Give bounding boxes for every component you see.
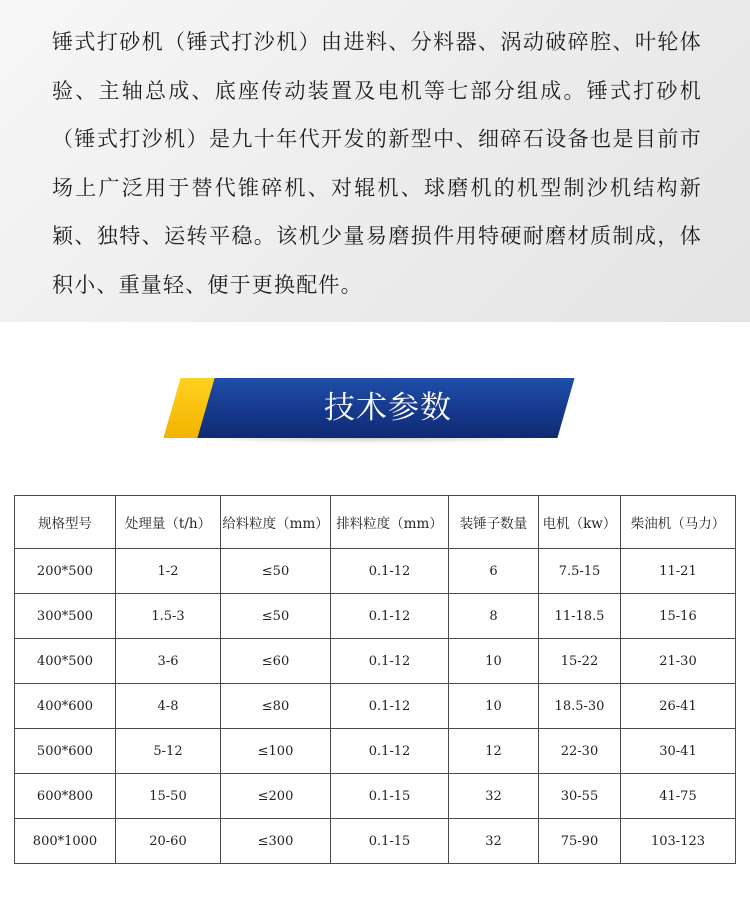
cell-diesel: 15-16: [621, 594, 736, 639]
cell-discharge-size: 0.1-12: [331, 639, 449, 684]
cell-motor: 15-22: [539, 639, 621, 684]
cell-feed-size: ≤100: [221, 729, 331, 774]
cell-discharge-size: 0.1-12: [331, 549, 449, 594]
cell-feed-size: ≤300: [221, 819, 331, 864]
table-header-row: [15, 496, 736, 549]
cell-motor: 75-90: [539, 819, 621, 864]
cell-hammer-count: 8: [449, 594, 539, 639]
section-title: 技术参数: [324, 390, 452, 426]
cell-hammer-count: 12: [449, 729, 539, 774]
spec-table: [14, 495, 736, 864]
cell-hammer-count: 6: [449, 549, 539, 594]
cell-model: 500*600: [15, 729, 116, 774]
header-diesel: 柴油机（马力）: [621, 496, 736, 549]
cell-capacity: 15-50: [116, 774, 221, 819]
header-model: 规格型号: [15, 496, 116, 549]
cell-model: 800*1000: [15, 819, 116, 864]
cell-diesel: 11-21: [621, 549, 736, 594]
cell-motor: 7.5-15: [539, 549, 621, 594]
cell-discharge-size: 0.1-12: [331, 594, 449, 639]
cell-hammer-count: 10: [449, 684, 539, 729]
cell-discharge-size: 0.1-15: [331, 819, 449, 864]
cell-model: 400*500: [15, 639, 116, 684]
cell-diesel: 41-75: [621, 774, 736, 819]
table-row: [15, 549, 736, 594]
cell-motor: 18.5-30: [539, 684, 621, 729]
section-banner: [168, 378, 578, 438]
header-motor: 电机（kw）: [539, 496, 621, 549]
cell-hammer-count: 10: [449, 639, 539, 684]
cell-diesel: 21-30: [621, 639, 736, 684]
intro-paragraph: 锤式打砂机（锤式打沙机）由进料、分料器、涡动破碎腔、叶轮体验、主轴总成、底座传动装置及电机等七部分组成。锤式打砂机（锤式打沙机）是九十年代开发的新型中、细碎石设备也是目前市场上广泛用于替代锥碎机、对辊机、球磨机的机型制沙机结构新颖、独特、运转平稳。该机少量易磨损件用特硬耐磨材质制成，体积小、重量轻、便于更换配件。: [52, 30, 702, 297]
cell-capacity: 1.5-3: [116, 594, 221, 639]
header-hammer-count: 装锤子数量: [449, 496, 539, 549]
header-capacity: 处理量（t/h）: [116, 496, 221, 549]
table-row: [15, 594, 736, 639]
table-row: [15, 729, 736, 774]
cell-feed-size: ≤200: [221, 774, 331, 819]
cell-motor: 22-30: [539, 729, 621, 774]
cell-diesel: 30-41: [621, 729, 736, 774]
table-row: [15, 639, 736, 684]
cell-capacity: 20-60: [116, 819, 221, 864]
cell-diesel: 103-123: [621, 819, 736, 864]
cell-capacity: 5-12: [116, 729, 221, 774]
cell-model: 400*600: [15, 684, 116, 729]
cell-model: 200*500: [15, 549, 116, 594]
cell-feed-size: ≤60: [221, 639, 331, 684]
cell-feed-size: ≤80: [221, 684, 331, 729]
table-row: [15, 774, 736, 819]
intro-section: [0, 0, 750, 322]
table-row: [15, 819, 736, 864]
cell-feed-size: ≤50: [221, 594, 331, 639]
header-feed-size: 给料粒度（mm）: [221, 496, 331, 549]
table-row: [15, 684, 736, 729]
cell-feed-size: ≤50: [221, 549, 331, 594]
header-discharge-size: 排料粒度（mm）: [331, 496, 449, 549]
cell-discharge-size: 0.1-12: [331, 729, 449, 774]
cell-capacity: 1-2: [116, 549, 221, 594]
cell-hammer-count: 32: [449, 819, 539, 864]
cell-motor: 11-18.5: [539, 594, 621, 639]
cell-model: 300*500: [15, 594, 116, 639]
cell-model: 600*800: [15, 774, 116, 819]
cell-discharge-size: 0.1-15: [331, 774, 449, 819]
cell-hammer-count: 32: [449, 774, 539, 819]
cell-discharge-size: 0.1-12: [331, 684, 449, 729]
cell-capacity: 3-6: [116, 639, 221, 684]
cell-capacity: 4-8: [116, 684, 221, 729]
cell-motor: 30-55: [539, 774, 621, 819]
cell-diesel: 26-41: [621, 684, 736, 729]
